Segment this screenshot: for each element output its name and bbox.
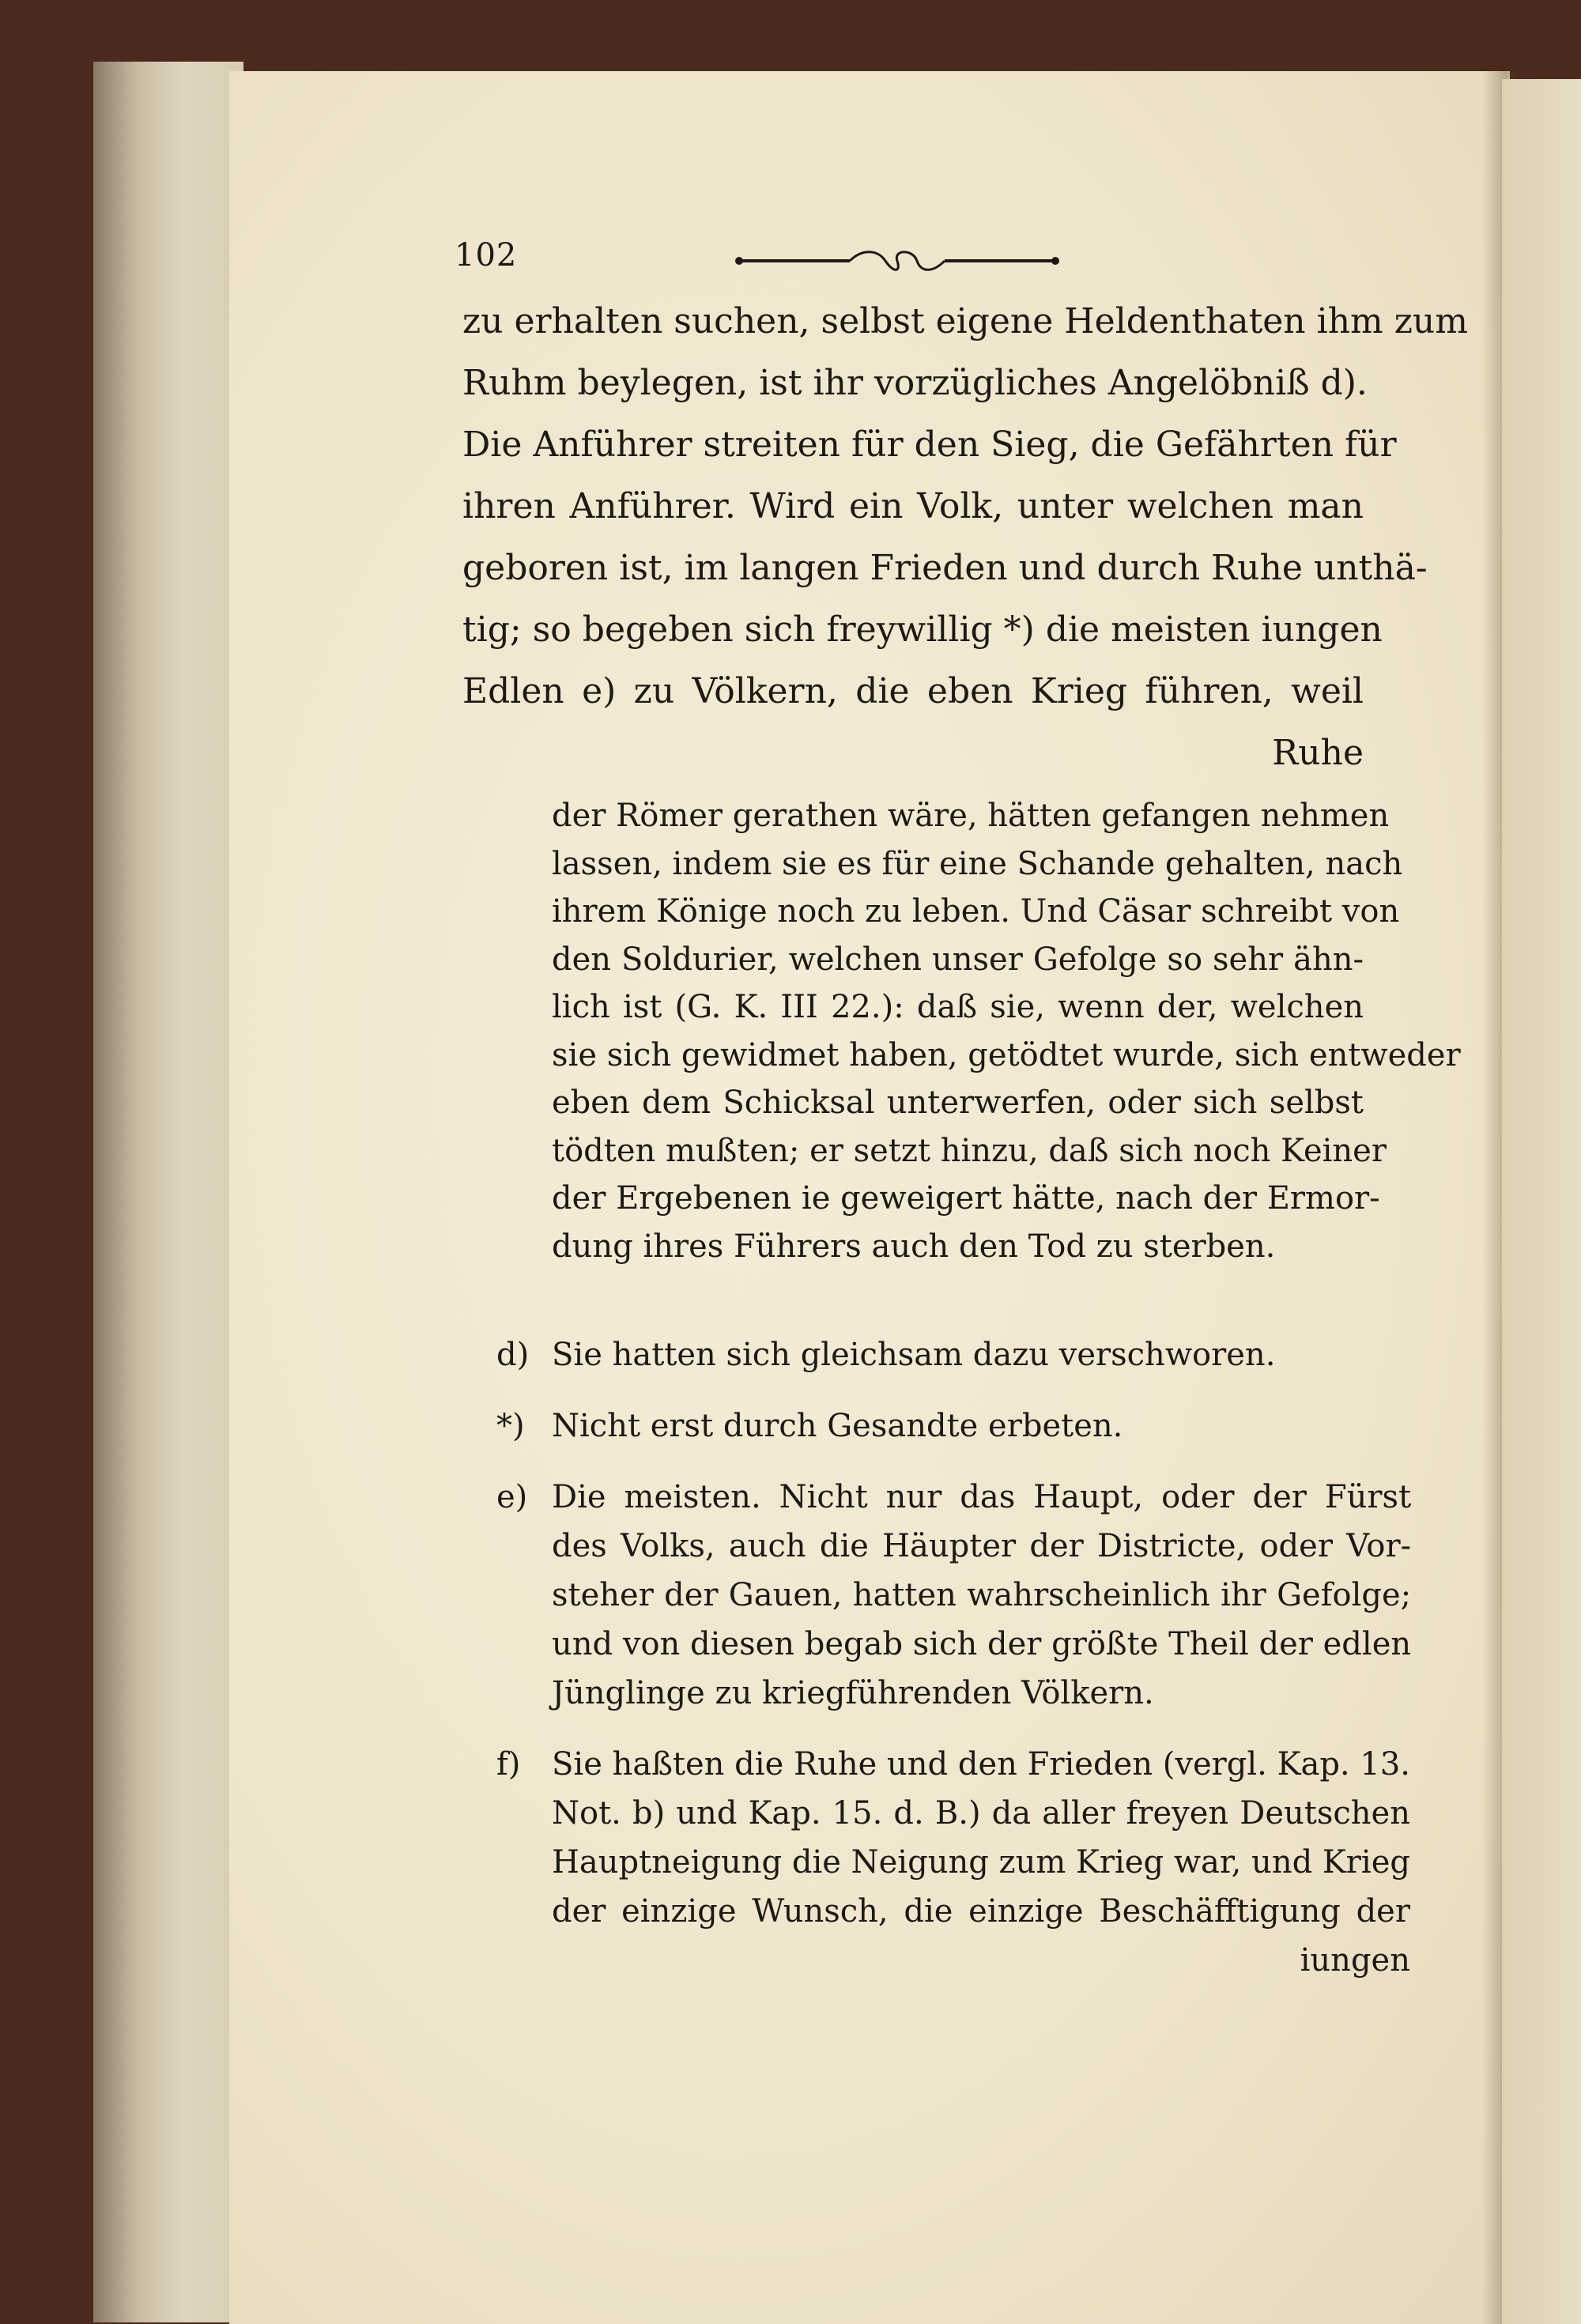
footnote-line: eben dem Schicksal unterwerfen, oder sich selbst bbox=[552, 1085, 1364, 1121]
footnote-line: den Soldurier, welchen unser Gefolge so sehr ähn- bbox=[552, 941, 1364, 978]
text-line: zu erhalten suchen, selbst eigene Heldenthaten ihm zum bbox=[462, 301, 1468, 341]
footnote-line: Not. b) und Kap. 15. d. B.) da aller freyen Deutschen bbox=[552, 1795, 1410, 1832]
text-line: Edlen e) zu Völkern, die eben Krieg führen, weil bbox=[462, 671, 1364, 711]
footnote-f bbox=[496, 1740, 1410, 1985]
text-line: tig; so begeben sich freywillig *) die meisten iungen bbox=[462, 609, 1383, 650]
footnote-e bbox=[496, 1473, 1412, 1718]
main-text bbox=[462, 291, 1468, 784]
footnote-line: der Ergebenen ie geweigert hätte, nach der Ermor- bbox=[552, 1180, 1380, 1217]
footnote-line: Sie haßten die Ruhe und den Frieden (vergl. Kap. 13. bbox=[552, 1746, 1410, 1783]
footnote-d bbox=[496, 1330, 1364, 1379]
footnote-line: der Römer gerathen wäre, hätten gefangen nehmen bbox=[552, 798, 1390, 834]
text-line: geboren ist, im langen Frieden und durch Ruhe unthä- bbox=[462, 548, 1428, 588]
footnote-line: Jünglinge zu kriegführenden Völkern. bbox=[552, 1675, 1154, 1711]
footnote-line: des Volks, auch die Häupter der Districte, oder Vor- bbox=[552, 1528, 1412, 1564]
footnote-line: Die meisten. Nicht nur das Haupt, oder der Fürst bbox=[552, 1479, 1412, 1515]
footnotes bbox=[496, 1330, 1412, 2007]
footnote-line: Sie hatten sich gleichsam dazu verschworen. bbox=[552, 1337, 1276, 1373]
footnote-label: e) bbox=[496, 1479, 528, 1515]
catchword: Ruhe bbox=[1272, 733, 1364, 773]
footnote-line: dung ihres Führers auch den Tod zu sterben. bbox=[552, 1228, 1276, 1265]
header-ornament-icon bbox=[731, 245, 1063, 277]
footnote-line: sie sich gewidmet haben, getödtet wurde, sich entweder bbox=[552, 1036, 1461, 1073]
footnote-line: und von diesen begab sich der größte Theil der edlen bbox=[552, 1626, 1412, 1662]
footnote-line: tödten mußten; er setzt hinzu, daß sich noch Keiner bbox=[552, 1132, 1387, 1169]
catchword: iungen bbox=[1300, 1942, 1410, 1979]
footnote-line: ihrem Könige noch zu leben. Und Cäsar schreibt von bbox=[552, 893, 1400, 930]
footnote-line: der einzige Wunsch, die einzige Beschäfftigung der bbox=[552, 1893, 1410, 1930]
footnote-line: Hauptneigung die Neigung zum Krieg war, und Krieg bbox=[552, 1844, 1410, 1881]
footnote-line: lich ist (G. K. III 22.): daß sie, wenn der, welchen bbox=[552, 989, 1364, 1025]
footnote-label: f) bbox=[496, 1746, 521, 1783]
facing-page-edge bbox=[1502, 79, 1581, 2324]
footnote-star bbox=[496, 1402, 1364, 1451]
footnote-line: Nicht erst durch Gesandte erbeten. bbox=[552, 1408, 1123, 1444]
page-header bbox=[455, 237, 1364, 285]
footnote-label: d) bbox=[496, 1337, 530, 1373]
footnote-line: lassen, indem sie es für eine Schande gehalten, nach bbox=[552, 845, 1403, 882]
text-line: Ruhm beylegen, ist ihr vorzügliches Angelöbniß d). bbox=[462, 363, 1368, 403]
footnote-line: steher der Gauen, hatten wahrscheinlich ihr Gefolge; bbox=[552, 1577, 1412, 1613]
footnote-label: *) bbox=[496, 1408, 525, 1444]
text-line: ihren Anführer. Wird ein Volk, unter welchen man bbox=[462, 486, 1364, 526]
footnote-continuation bbox=[552, 792, 1461, 1270]
page-number: 102 bbox=[455, 237, 518, 274]
text-line: Die Anführer streiten für den Sieg, die Gefährten für bbox=[462, 424, 1397, 465]
book-fore-edge bbox=[93, 62, 243, 2322]
